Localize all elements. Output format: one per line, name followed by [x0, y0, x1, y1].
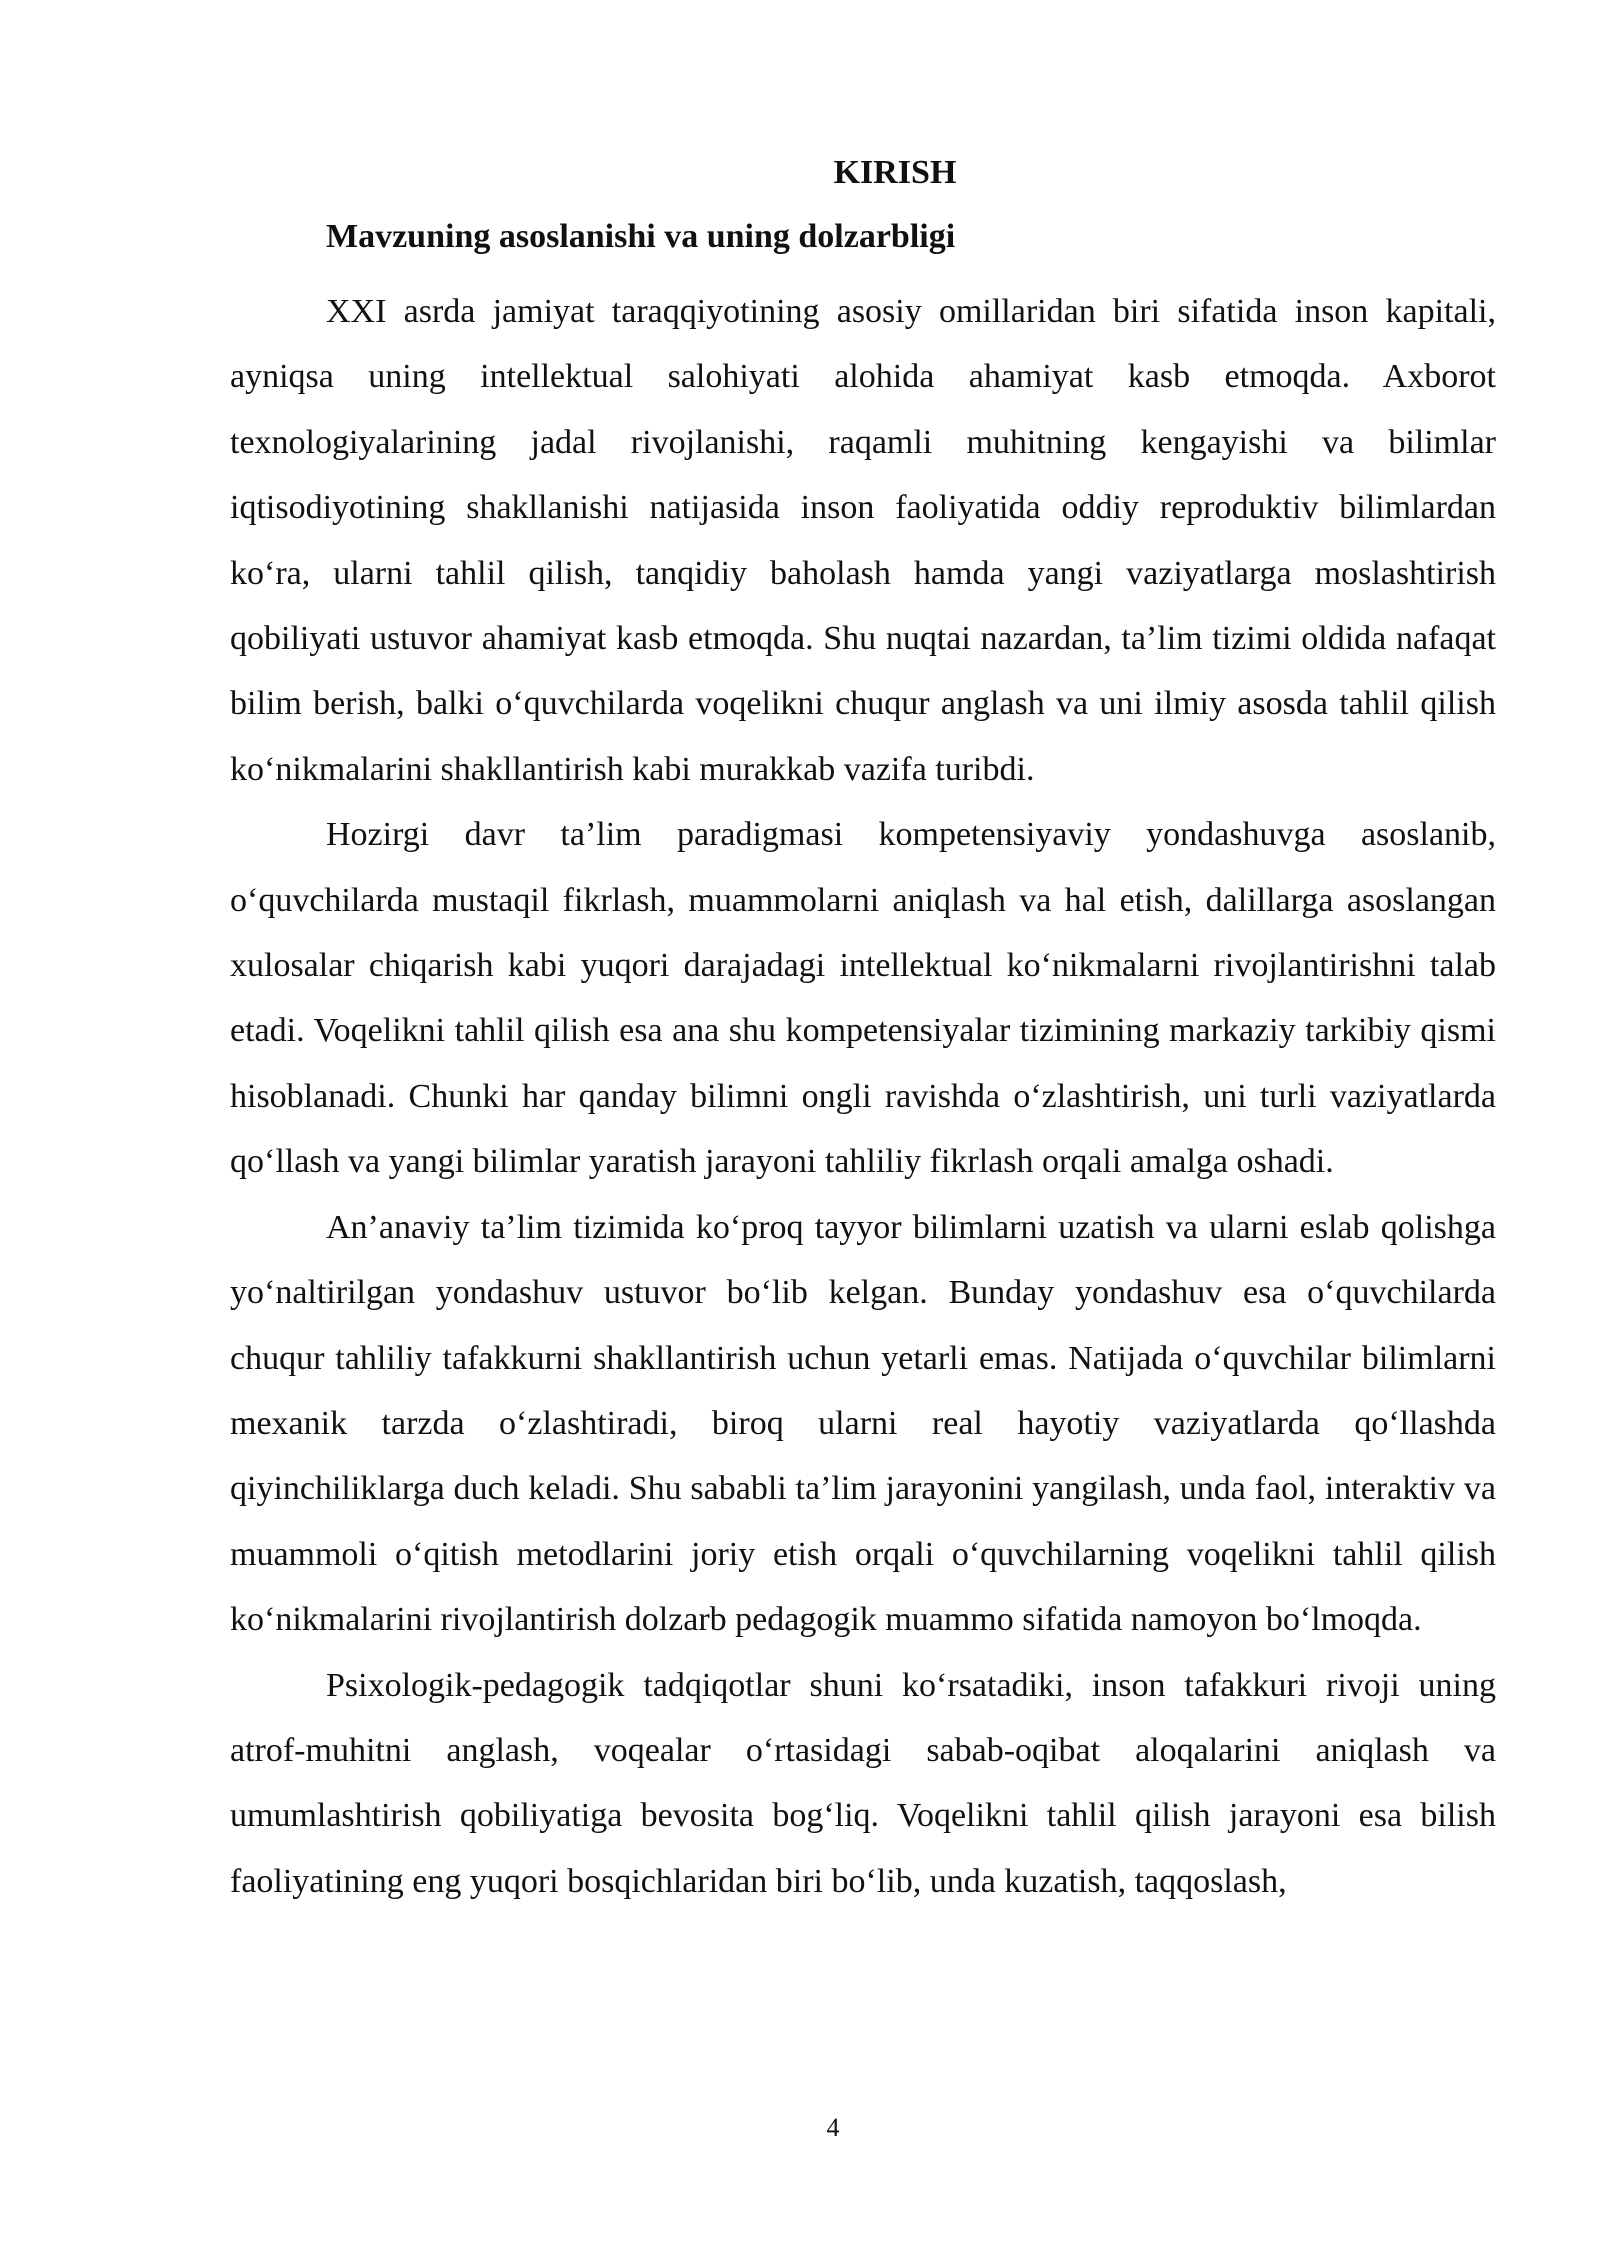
page-number: 4 [826, 2113, 840, 2142]
paragraph: XXI asrda jamiyat taraqqiyotining asosiy omillaridan biri sifatida inson kapitali, ayniqsa uning intellektual salohiyati alohida ahamiyat kasb etmoqda. Axborot texnologiyalarining jadal rivojlanishi, raqamli muhitning kengayishi va bilimlar iqtisodiyotining shakllanishi natijasida inson faoliyatida oddiy reproduktiv bilimlardan ko‘ra, ularni tahlil qilish, tanqidiy baholash hamda yangi vaziyatlarga moslashtirish qobiliyati ustuvor ahamiyat kasb etmoqda. Shu nuqtai nazardan, ta’lim tizimi oldida nafaqat bilim berish, balki o‘quvchilarda voqelikni chuqur anglash va uni ilmiy asosda tahlil qilish ko‘nikmalarini shakllantirish kabi murakkab vazifa turibdi. [230, 293, 1496, 788]
chapter-title: KIRISH [833, 154, 957, 191]
paragraph: Hozirgi davr ta’lim paradigmasi kompetensiyaviy yondashuvga asoslanib, o‘quvchilarda mustaqil fikrlash, muammolarni aniqlash va hal etish, dalillarga asoslangan xulosalar chiqarish kabi yuqori darajadagi intellektual ko‘nikmalarni rivojlantirishni talab etadi. Voqelikni tahlil qilish esa ana shu kompetensiyalar tizimining markaziy tarkibiy qismi hisoblanadi. Chunki har qanday bilimni ongli ravishda o‘zlashtirish, uni turli vaziyatlarda qo‘llash va yangi bilimlar yaratish jarayoni tahliliy fikrlash orqali amalga oshadi. [230, 816, 1496, 1181]
page-content [230, 150, 1496, 1914]
section-title: Mavzuning asoslanishi va uning dolzarbligi [326, 218, 956, 255]
paragraph: An’anaviy ta’lim tizimida ko‘proq tayyor bilimlarni uzatish va ularni eslab qolishga yo‘naltirilgan yondashuv ustuvor bo‘lib kelgan. Bunday yondashuv esa o‘quvchilarda chuqur tahliliy tafakkurni shakllantirish uchun yetarli emas. Natijada o‘quvchilar bilimlarni mexanik tarzda o‘zlashtiradi, biroq ularni real hayotiy vaziyatlarda qo‘llashda qiyinchiliklarga duch keladi. Shu sababli ta’lim jarayonini yangilash, unda faol, interaktiv va muammoli o‘qitish metodlarini joriy etish orqali o‘quvchilarning voqelikni tahlil qilish ko‘nikmalarini rivojlantirish dolzarb pedagogik muammo sifatida namoyon bo‘lmoqda. [230, 1208, 1496, 1639]
paragraph: Psixologik-pedagogik tadqiqotlar shuni ko‘rsatadiki, inson tafakkuri rivoji uning atrof-muhitni anglash, voqealar o‘rtasidagi sabab-oqibat aloqalarini aniqlash va umumlashtirish qobiliyatiga bevosita bog‘liq. Voqelikni tahlil qilish jarayoni esa bilish faoliyatining eng yuqori bosqichlaridan biri bo‘lib, unda kuzatish, taqqoslash, [230, 1666, 1496, 1900]
